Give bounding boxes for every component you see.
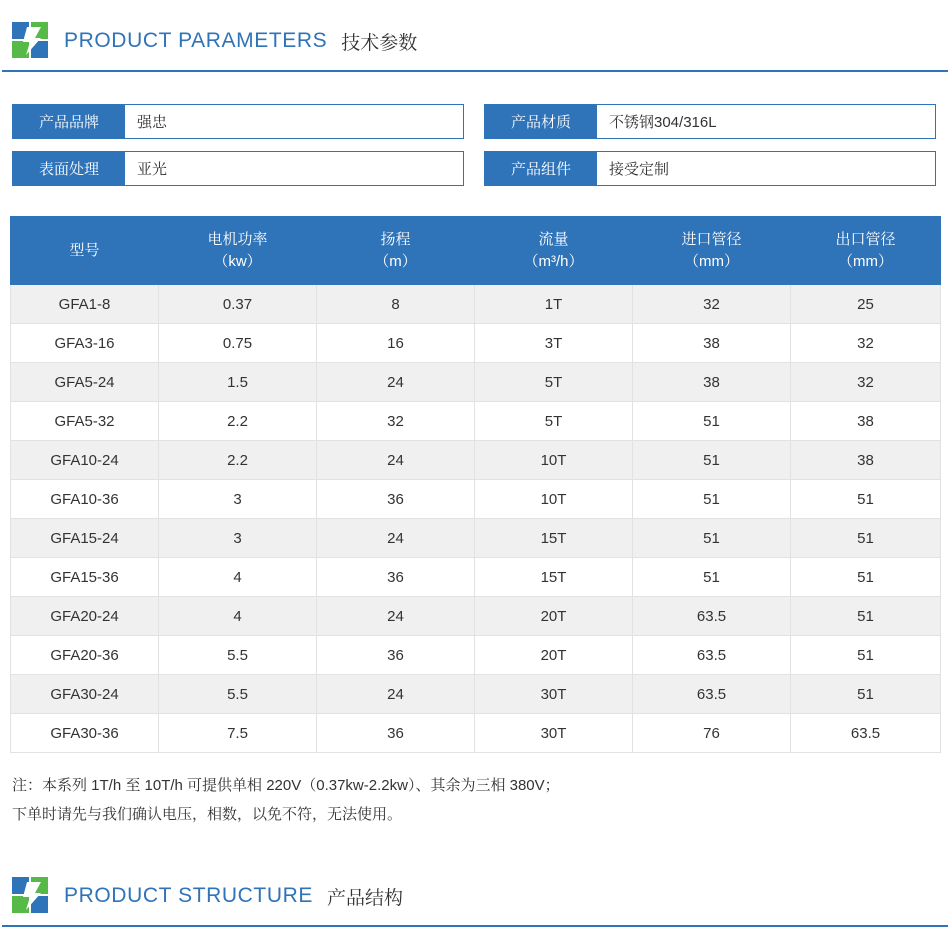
section-header-product-parameters — [2, 22, 948, 72]
cell-model: GFA10-24 — [11, 441, 159, 480]
col-motor-power: 电机功率 （kw） — [159, 217, 317, 285]
cell-outlet: 38 — [791, 402, 941, 441]
spec-key-material: 产品材质 — [485, 105, 597, 138]
spec-value-brand: 强忠 — [125, 105, 463, 138]
cell-inlet: 51 — [633, 480, 791, 519]
cell-outlet: 51 — [791, 558, 941, 597]
table-row — [11, 324, 941, 363]
table-header-row — [11, 217, 941, 285]
cell-inlet: 51 — [633, 519, 791, 558]
cell-outlet: 51 — [791, 675, 941, 714]
cell-outlet: 51 — [791, 597, 941, 636]
cell-flow: 1T — [475, 285, 633, 324]
cell-model: GFA20-36 — [11, 636, 159, 675]
cell-head: 24 — [317, 597, 475, 636]
cell-inlet: 63.5 — [633, 597, 791, 636]
cell-outlet: 51 — [791, 480, 941, 519]
section-header-product-structure — [2, 877, 948, 927]
spec-row-brand — [12, 104, 464, 139]
cell-inlet: 76 — [633, 714, 791, 753]
table-row — [11, 675, 941, 714]
company-logo-icon — [12, 22, 50, 60]
spec-grid — [12, 104, 937, 186]
table-row — [11, 285, 941, 324]
section-title-cn: 技术参数 — [341, 32, 418, 54]
cell-outlet: 25 — [791, 285, 941, 324]
table-row — [11, 558, 941, 597]
cell-model: GFA15-24 — [11, 519, 159, 558]
cell-power: 3 — [159, 519, 317, 558]
spec-value-surface: 亚光 — [125, 152, 463, 185]
cell-flow: 3T — [475, 324, 633, 363]
cell-head: 36 — [317, 558, 475, 597]
cell-head: 16 — [317, 324, 475, 363]
table-row — [11, 519, 941, 558]
table-row — [11, 636, 941, 675]
cell-inlet: 32 — [633, 285, 791, 324]
cell-head: 24 — [317, 441, 475, 480]
parameters-table — [10, 216, 941, 753]
cell-power: 0.37 — [159, 285, 317, 324]
spec-key-components: 产品组件 — [485, 152, 597, 185]
section-title-en: PRODUCT STRUCTURE — [64, 884, 313, 907]
company-logo-icon — [12, 877, 50, 915]
cell-model: GFA3-16 — [11, 324, 159, 363]
cell-outlet: 32 — [791, 363, 941, 402]
col-outlet-diameter: 出口管径 （mm） — [791, 217, 941, 285]
cell-head: 24 — [317, 519, 475, 558]
cell-outlet: 32 — [791, 324, 941, 363]
cell-inlet: 38 — [633, 324, 791, 363]
spec-key-brand: 产品品牌 — [13, 105, 125, 138]
cell-flow: 20T — [475, 597, 633, 636]
col-head: 扬程 （m） — [317, 217, 475, 285]
cell-power: 4 — [159, 558, 317, 597]
cell-head: 24 — [317, 675, 475, 714]
cell-flow: 5T — [475, 363, 633, 402]
cell-power: 4 — [159, 597, 317, 636]
cell-model: GFA1-8 — [11, 285, 159, 324]
cell-flow: 10T — [475, 441, 633, 480]
table-row — [11, 402, 941, 441]
table-row — [11, 441, 941, 480]
spec-row-surface — [12, 151, 464, 186]
spec-row-components — [484, 151, 936, 186]
cell-outlet: 63.5 — [791, 714, 941, 753]
cell-inlet: 51 — [633, 402, 791, 441]
cell-outlet: 51 — [791, 519, 941, 558]
cell-power: 1.5 — [159, 363, 317, 402]
cell-inlet: 63.5 — [633, 636, 791, 675]
note-line-1: 注：本系列 1T/h 至 10T/h 可提供单相 220V（0.37kw-2.2kw）、其余为三相 380V； — [12, 777, 560, 794]
cell-outlet: 38 — [791, 441, 941, 480]
cell-model: GFA20-24 — [11, 597, 159, 636]
col-model: 型号 — [11, 217, 159, 285]
cell-head: 36 — [317, 480, 475, 519]
table-row — [11, 363, 941, 402]
cell-head: 8 — [317, 285, 475, 324]
table-row — [11, 597, 941, 636]
cell-power: 2.2 — [159, 402, 317, 441]
section-title-cn: 产品结构 — [326, 887, 403, 909]
col-flow: 流量 （m³/h） — [475, 217, 633, 285]
cell-head: 24 — [317, 363, 475, 402]
spec-value-material: 不锈钢304/316L — [597, 105, 935, 138]
spec-key-surface: 表面处理 — [13, 152, 125, 185]
section-title-en: PRODUCT PARAMETERS — [64, 29, 328, 52]
cell-model: GFA30-24 — [11, 675, 159, 714]
cell-inlet: 63.5 — [633, 675, 791, 714]
cell-model: GFA15-36 — [11, 558, 159, 597]
cell-flow: 5T — [475, 402, 633, 441]
cell-power: 3 — [159, 480, 317, 519]
note-line-2: 下单时请先与我们确认电压，相数，以免不符，无法使用。 — [12, 805, 403, 823]
table-note — [12, 772, 932, 829]
cell-flow: 15T — [475, 519, 633, 558]
cell-flow: 30T — [475, 675, 633, 714]
spec-value-components: 接受定制 — [597, 152, 935, 185]
cell-head: 32 — [317, 402, 475, 441]
cell-inlet: 38 — [633, 363, 791, 402]
cell-power: 5.5 — [159, 675, 317, 714]
cell-outlet: 51 — [791, 636, 941, 675]
cell-inlet: 51 — [633, 558, 791, 597]
cell-flow: 30T — [475, 714, 633, 753]
table-row — [11, 480, 941, 519]
table-row — [11, 714, 941, 753]
cell-flow: 15T — [475, 558, 633, 597]
cell-head: 36 — [317, 636, 475, 675]
spec-row-material — [484, 104, 936, 139]
cell-head: 36 — [317, 714, 475, 753]
cell-power: 7.5 — [159, 714, 317, 753]
col-inlet-diameter: 进口管径 （mm） — [633, 217, 791, 285]
cell-flow: 20T — [475, 636, 633, 675]
cell-power: 0.75 — [159, 324, 317, 363]
cell-model: GFA5-24 — [11, 363, 159, 402]
cell-model: GFA10-36 — [11, 480, 159, 519]
cell-model: GFA30-36 — [11, 714, 159, 753]
cell-power: 2.2 — [159, 441, 317, 480]
cell-inlet: 51 — [633, 441, 791, 480]
cell-power: 5.5 — [159, 636, 317, 675]
cell-flow: 10T — [475, 480, 633, 519]
cell-model: GFA5-32 — [11, 402, 159, 441]
